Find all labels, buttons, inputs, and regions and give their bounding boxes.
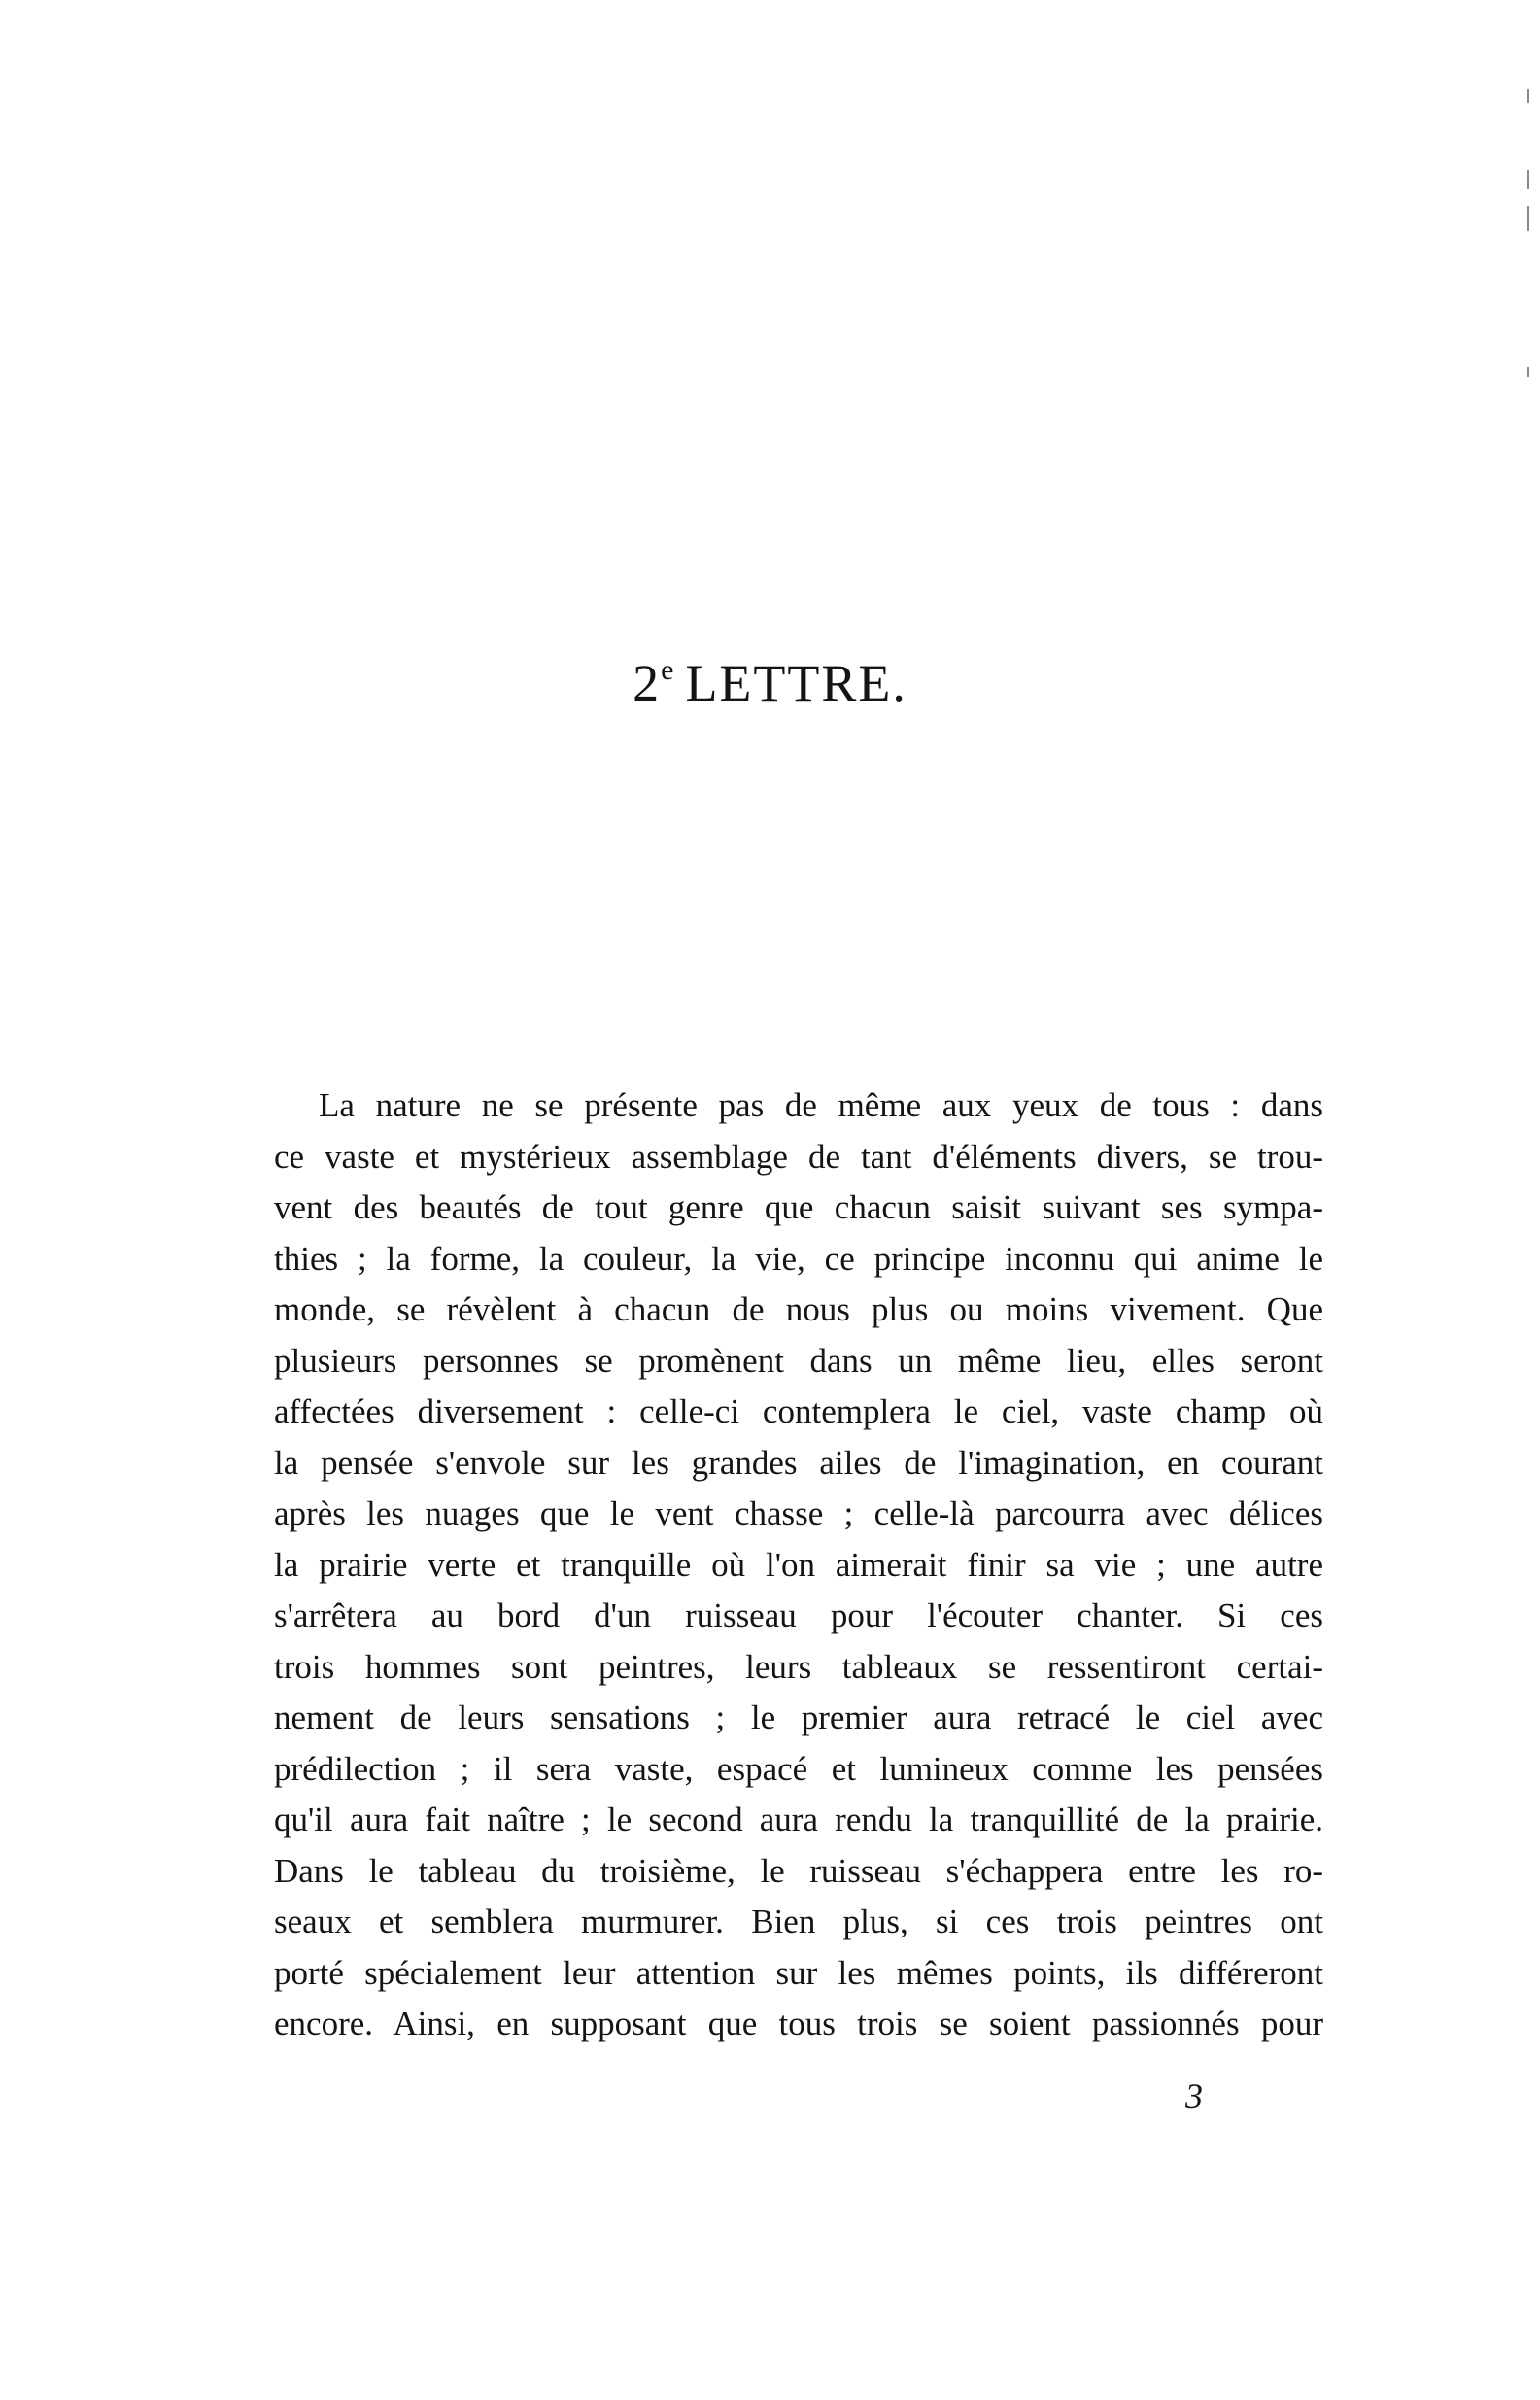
text-line: La nature ne se présente pas de même aux yeux de tous : dans — [319, 1086, 1323, 1124]
text-line: plusieurs personnes se promènent dans un même lieu, elles seront — [274, 1341, 1323, 1380]
scan-edge-mark — [1527, 170, 1529, 189]
text-line: prédilection ; il sera vaste, espacé et lumineux comme les pensées — [274, 1749, 1323, 1788]
text-line: la pensée s'envole sur les grandes ailes de l'imagination, en courant — [274, 1443, 1323, 1482]
page-number: 3 — [1185, 2076, 1203, 2115]
text-line: ce vaste et mystérieux assemblage de tant d'éléments divers, se trou- — [274, 1137, 1323, 1176]
scan-edge-mark — [1527, 89, 1529, 103]
text-line: thies ; la forme, la couleur, la vie, ce principe inconnu qui anime le — [274, 1239, 1323, 1278]
text-line: la prairie verte et tranquille où l'on aimerait finir sa vie ; une autre — [274, 1545, 1323, 1584]
text-line: nement de leurs sensations ; le premier aura retracé le ciel avec — [274, 1698, 1323, 1736]
text-line: monde, se révèlent à chacun de nous plus ou moins vivement. Que — [274, 1290, 1323, 1328]
text-line: après les nuages que le vent chasse ; celle-là parcourra avec délices — [274, 1494, 1323, 1532]
text-line: affectées diversement : celle-ci contemplera le ciel, vaste champ où — [274, 1392, 1323, 1430]
text-line: s'arrêtera au bord d'un ruisseau pour l'écouter chanter. Si ces — [274, 1596, 1323, 1634]
text-line: qu'il aura fait naître ; le second aura rendu la tranquillité de la prairie. — [274, 1800, 1323, 1838]
text-line: porté spécialement leur attention sur les mêmes points, ils différeront — [274, 1953, 1323, 1992]
paragraph — [274, 1080, 1323, 2050]
ordinal-superscript: e — [661, 654, 674, 686]
chapter-title-word: LETTRE. — [685, 654, 907, 712]
chapter-title — [0, 653, 1540, 713]
chapter-ordinal: 2 — [633, 654, 662, 712]
text-line: trois hommes sont peintres, leurs tableaux se ressentiront certai- — [274, 1647, 1323, 1686]
text-line: seaux et semblera murmurer. Bien plus, si ces trois peintres ont — [274, 1903, 1323, 1940]
text-line: Dans le tableau du troisième, le ruisseau s'échappera entre les ro- — [274, 1851, 1323, 1890]
scan-edge-mark — [1527, 367, 1529, 377]
text-line: encore. Ainsi, en supposant que tous trois se soient passionnés pour — [274, 2005, 1323, 2042]
text-line: vent des beautés de tout genre que chacun saisit suivant ses sympa- — [274, 1188, 1323, 1226]
scan-edge-mark — [1527, 206, 1529, 231]
